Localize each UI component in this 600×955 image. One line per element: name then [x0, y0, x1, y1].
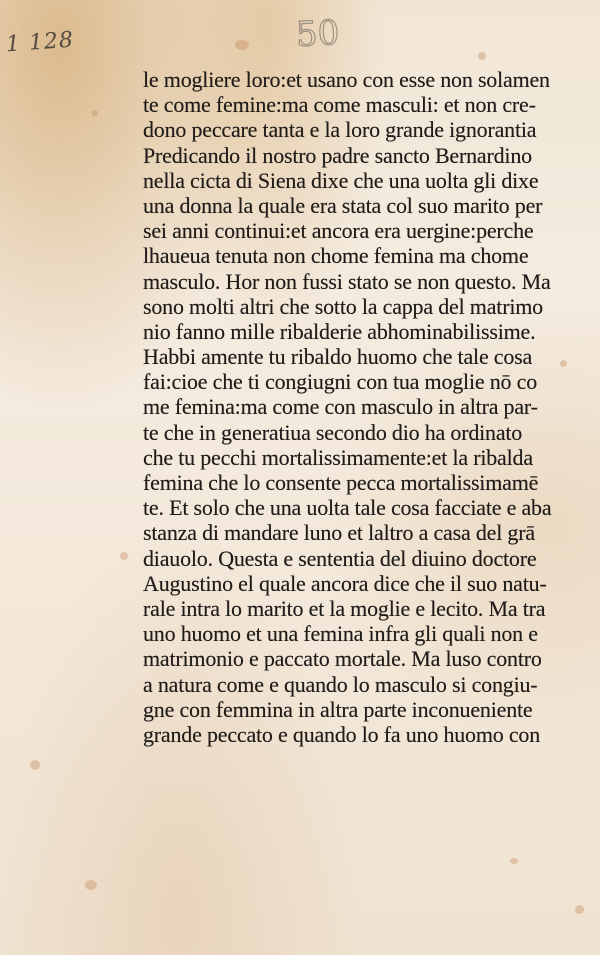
stain — [510, 858, 518, 864]
stain — [575, 905, 584, 914]
stain — [85, 880, 97, 890]
text-line: una donna la quale era stata col suo marito per — [143, 192, 543, 218]
stain — [120, 552, 128, 560]
text-line: stanza di mandare luno et laltro a casa del grā — [143, 520, 535, 546]
text-line: sei anni continui:et ancora era uergine:perche — [143, 218, 534, 244]
text-line: me femina:ma come con masculo in altra par- — [143, 394, 538, 420]
text-line: sono molti altri che sotto la cappa del matrimo — [143, 293, 543, 319]
text-line: te che in generatiua secondo dio ha ordinato — [143, 419, 523, 445]
text-line: femina che lo consente pecca mortalissimamē — [143, 470, 539, 495]
text-line: fai:cioe che ti congiugni con tua moglie nō co — [143, 369, 538, 395]
text-line: masculo. Hor non fussi stato se non questo. Ma — [143, 268, 551, 294]
text-line: grande peccato e quando lo fa uno huomo con — [143, 721, 541, 747]
text-line: uno huomo et una femina infra gli quali non e — [143, 621, 538, 647]
body-text — [143, 67, 563, 747]
text-line: le mogliere loro:et usano con esse non solamen — [143, 67, 550, 92]
stain — [92, 110, 98, 116]
text-line: matrimonio e paccato mortale. Ma luso contro — [143, 646, 542, 672]
text-line: lhaueua tenuta non chome femina ma chome — [143, 243, 529, 269]
text-line: nio fanno mille ribalderie abhominabilissime. — [143, 318, 536, 344]
text-line: Habbi amente tu ribaldo huomo che tale cosa — [143, 344, 533, 370]
text-line: a natura come e quando lo masculo si congiu- — [143, 671, 538, 697]
stain — [30, 760, 40, 770]
folio-mark: 1 128 — [5, 27, 75, 58]
stain — [235, 40, 249, 50]
text-line: Augustino el quale ancora dice che il suo natu- — [143, 570, 547, 596]
text-line: gne con femmina in altra parte inconueniente — [143, 696, 533, 722]
text-line: Predicando il nostro padre sancto Bernardino — [143, 142, 532, 168]
text-line: te come femine:ma come masculi: et non cre- — [143, 92, 536, 118]
text-line: te. Et solo che una uolta tale cosa facciate e aba — [143, 495, 552, 521]
page-number: 50 — [294, 12, 341, 56]
text-line: che tu pecchi mortalissimamente:et la ribalda — [143, 444, 533, 470]
text-line: rale intra lo marito et la moglie e lecito. Ma tra — [143, 595, 546, 621]
text-line: dono peccare tanta e la loro grande ignorantia — [143, 117, 537, 143]
text-line: nella cicta di Siena dixe che una uolta gli dixe — [143, 167, 539, 193]
text-line: diauolo. Questa e sententia del diuino doctore — [143, 545, 537, 571]
stain — [478, 52, 486, 60]
